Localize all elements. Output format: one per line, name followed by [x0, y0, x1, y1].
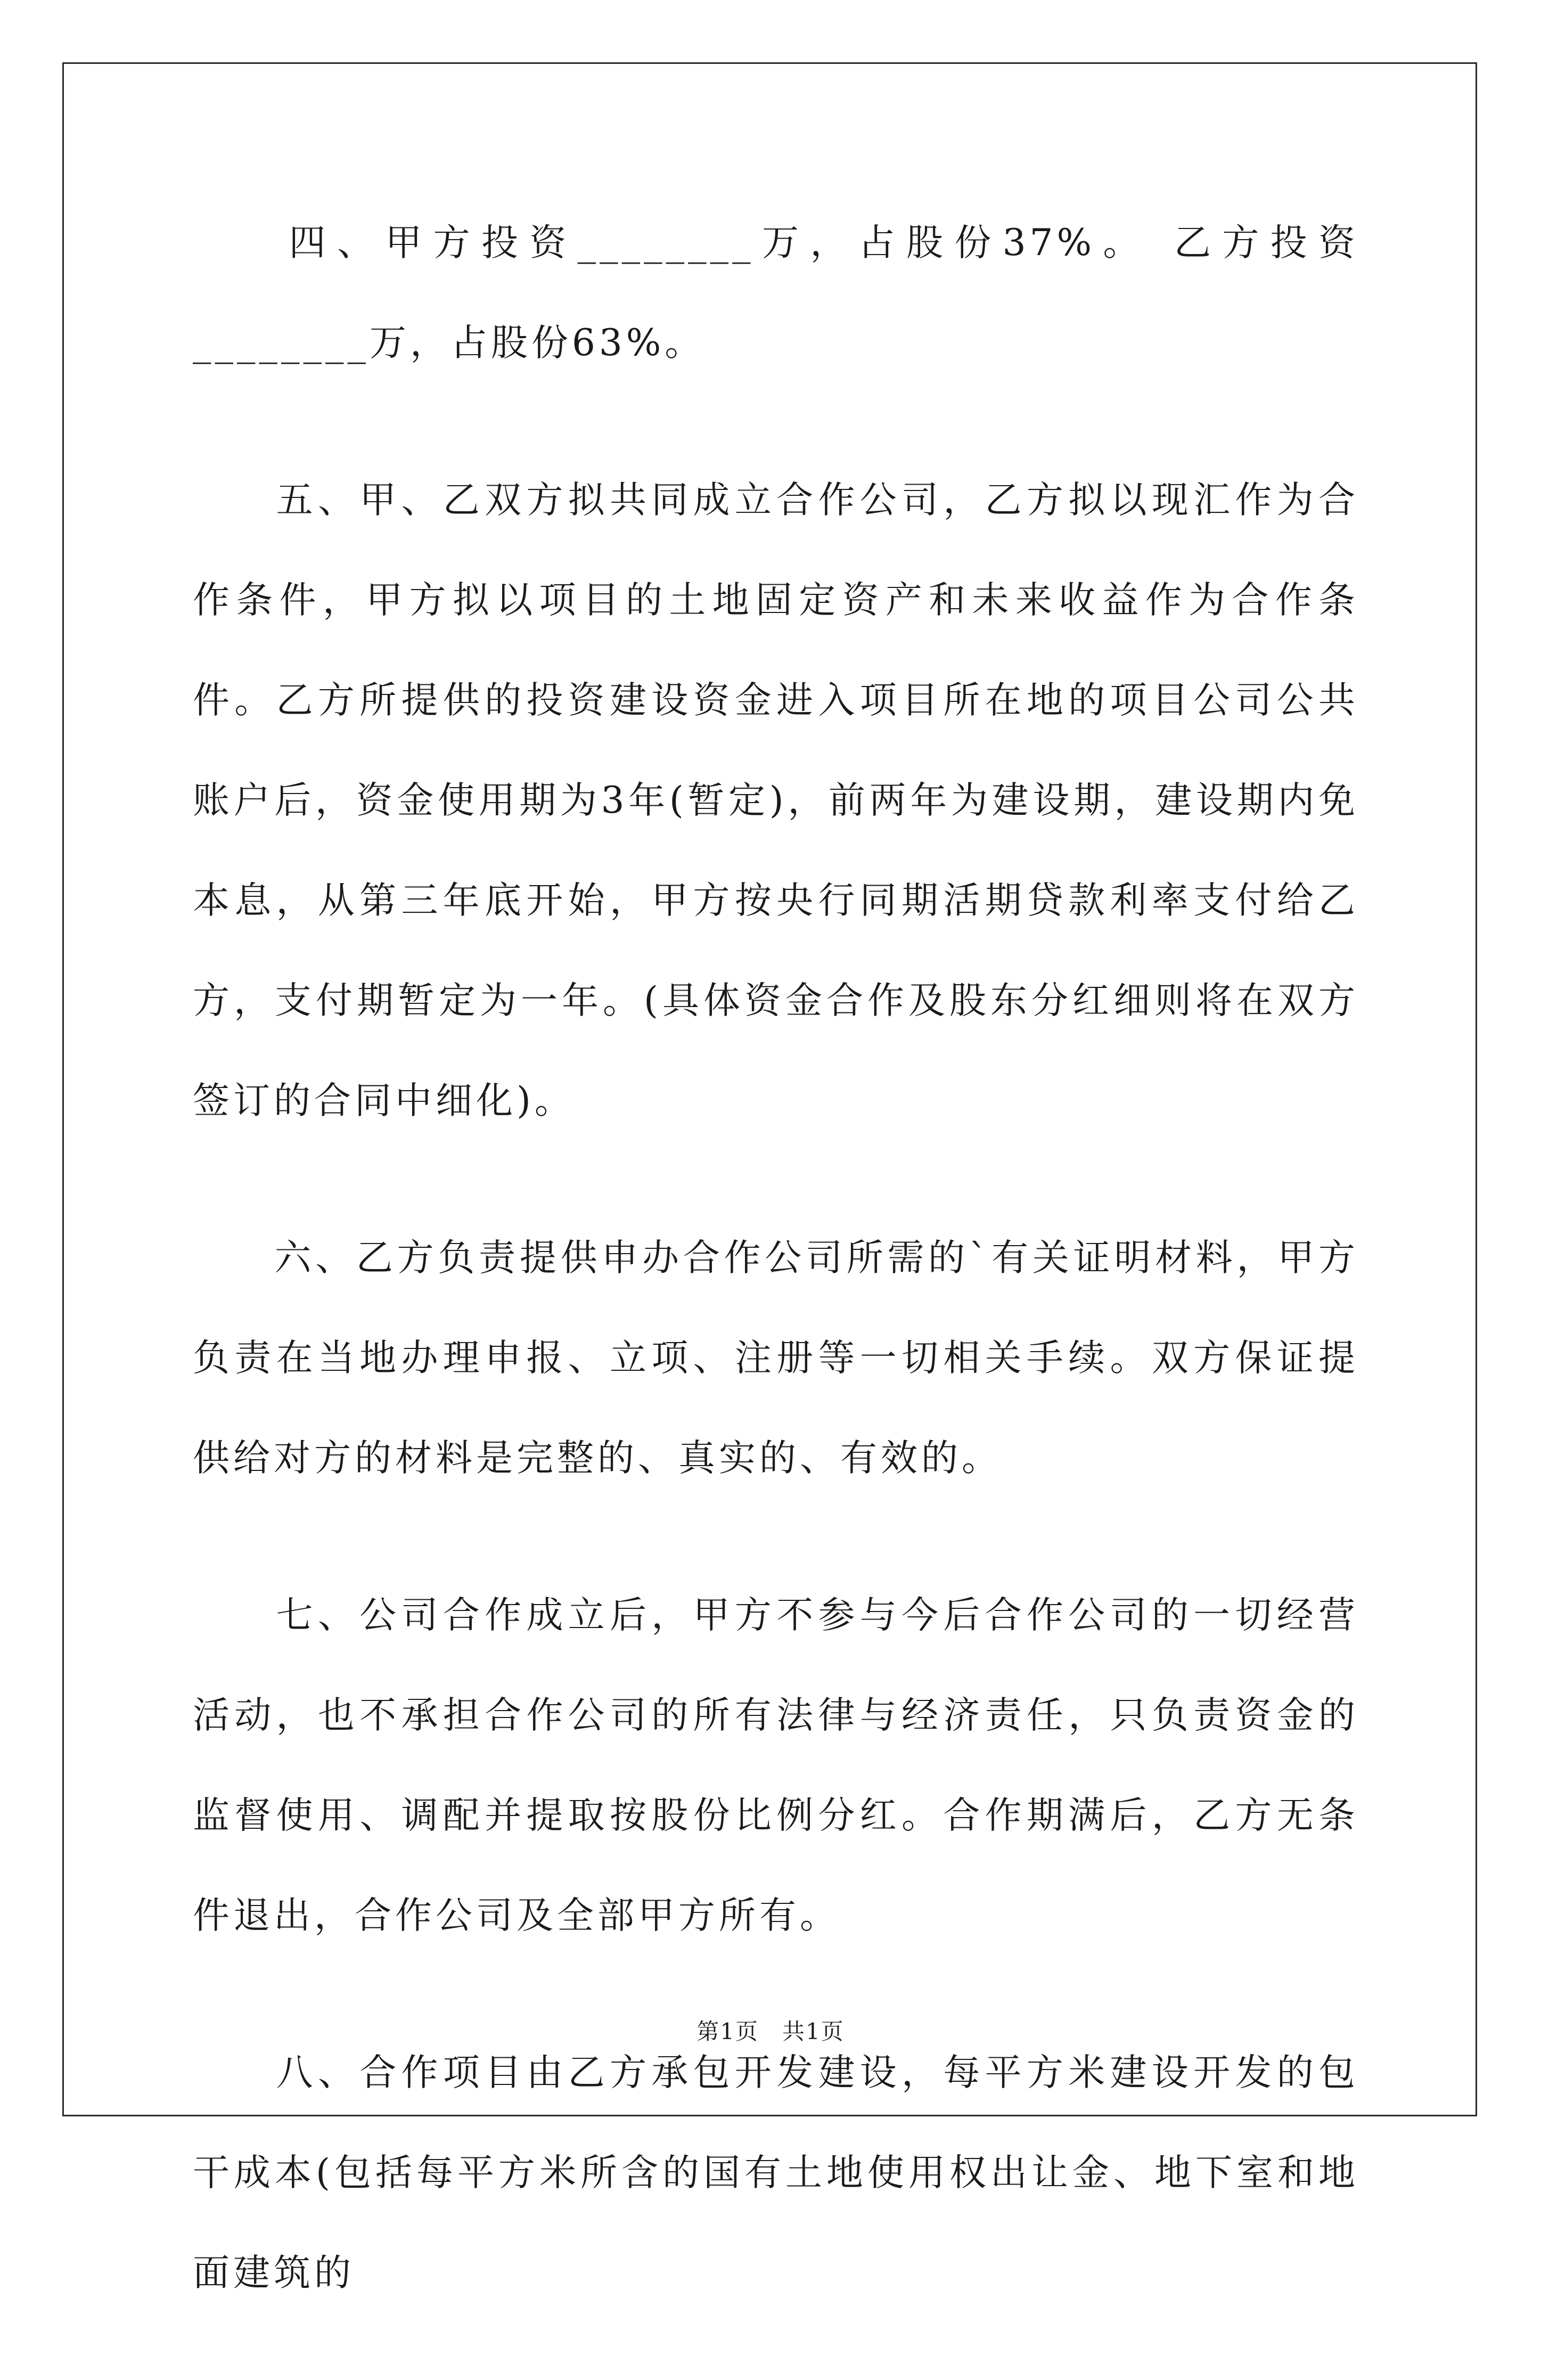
- paragraph-5: 五、甲、乙双方拟共同成立合作公司，乙方拟以现汇作为合作条件，甲方拟以项目的土地固定资产和未来收益作为合作条件。乙方所提供的投资建设资金进入项目所在地的项目公司公共账户后，资金使用期为3年(暂定)，前两年为建设期，建设期内免本息，从第三年底开始，甲方按央行同期活期贷款利率支付给乙方，支付期暂定为一年。(具体资金合作及股东分红细则将在双方签订的合同中细化)。: [193, 479, 1359, 1122]
- document-body: [193, 193, 1359, 2380]
- paragraph-6: 六、乙方负责提供申办合作公司所需的`有关证明材料，甲方负责在当地办理申报、立项、注册等一切相关手续。双方保证提供给对方的材料是完整的、真实的、有效的。: [193, 1237, 1359, 1479]
- page-footer: 第1页 共1页: [696, 2018, 845, 2044]
- paragraph-7: 七、公司合作成立后，甲方不参与今后合作公司的一切经营活动，也不承担合作公司的所有法律与经济责任，只负责资金的监督使用、调配并提取按股份比例分红。合作期满后，乙方无条件退出，合作公司及全部甲方所有。: [193, 1594, 1359, 1937]
- paragraph-4: 四、甲方投资________万，占股份37%。 乙方投资________万，占股份63%。: [193, 222, 1359, 364]
- paragraph-8: 八、合作项目由乙方承包开发建设，每平方米建设开发的包干成本(包括每平方米所含的国有土地使用权出让金、地下室和地面建筑的: [193, 2051, 1359, 2294]
